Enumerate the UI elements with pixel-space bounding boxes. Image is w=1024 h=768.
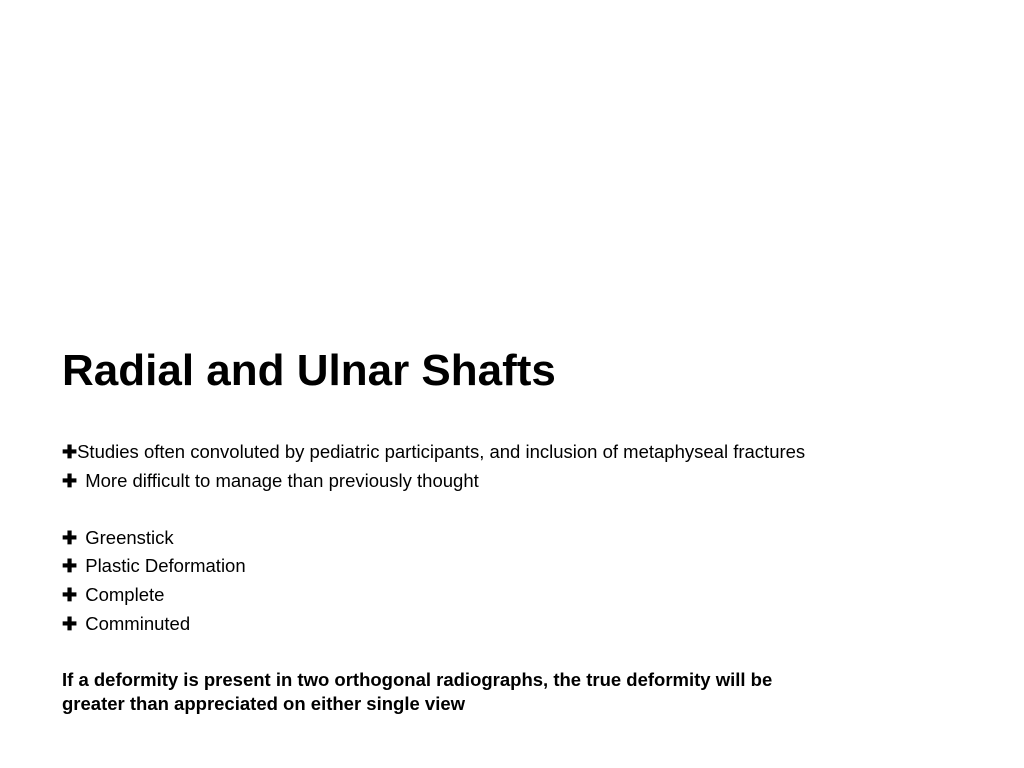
bullet-text: More difficult to manage than previously thought	[85, 469, 479, 491]
bullet-text: Greenstick	[85, 526, 174, 548]
plus-bullet-icon: ✚	[62, 613, 78, 634]
note-line-1: If a deformity is present in two orthogonal radiographs, the true deformity will be	[62, 669, 773, 690]
bullet-item	[62, 524, 805, 553]
plus-bullet-icon: ✚	[62, 527, 78, 548]
bullet-item	[62, 438, 805, 467]
plus-bullet-icon: ✚	[62, 584, 78, 605]
note-line-2: greater than appreciated on either single view	[62, 693, 466, 714]
plus-bullet-icon: ✚	[62, 556, 78, 577]
bullet-item	[62, 581, 805, 610]
bullet-text: Complete	[85, 583, 165, 605]
slide-title: Radial and Ulnar Shafts	[62, 346, 556, 395]
bullet-text: Plastic Deformation	[85, 555, 246, 577]
bullet-item	[62, 552, 805, 581]
bullet-item	[62, 467, 805, 496]
plus-bullet-icon: ✚	[62, 470, 78, 491]
bullet-list	[62, 438, 805, 638]
bullet-item	[62, 610, 805, 639]
plus-bullet-icon: ✚	[62, 442, 78, 462]
deformity-note	[62, 668, 862, 716]
bullet-text: Comminuted	[85, 612, 191, 634]
bullet-text: Studies often convoluted by pediatric participants, and inclusion of metaphyseal fractures	[77, 441, 806, 462]
list-spacer	[62, 495, 805, 524]
